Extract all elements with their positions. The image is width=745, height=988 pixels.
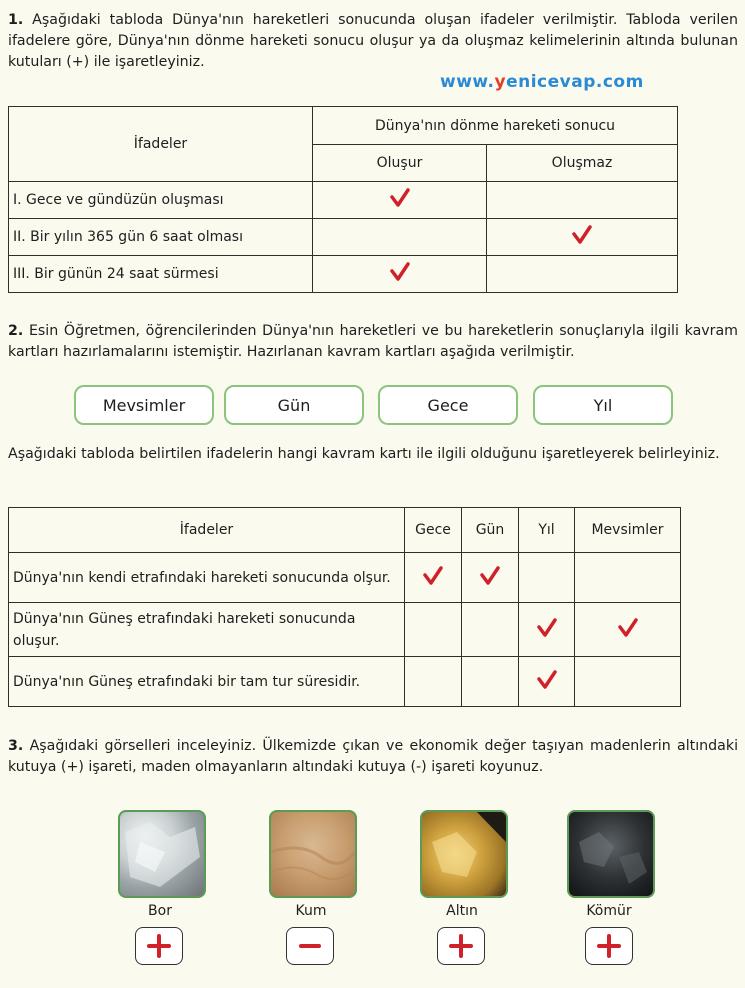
sub-header-olusur: Oluşur [313,145,487,182]
bor-image [118,810,206,898]
label-bor: Bor [148,903,172,919]
cell-olusur[interactable] [313,182,487,219]
cell-mevsimler[interactable] [575,657,681,707]
label-kum: Kum [295,903,327,919]
card-yil: Yıl [533,385,673,425]
cell-yil[interactable] [519,553,575,603]
table-row [9,182,678,219]
cell-olusmaz[interactable] [487,256,678,293]
cell-mevsimler[interactable] [575,553,681,603]
row-text: Dünya'nın Güneş etrafındaki bir tam tur süresidir. [9,657,405,707]
check-icon [617,617,639,639]
card-mevsimler: Mevsimler [74,385,214,425]
cell-gun[interactable] [462,603,519,657]
answer-box-komur[interactable] [585,927,633,965]
card-gun: Gün [224,385,364,425]
cell-yil[interactable] [519,657,575,707]
group-header: Dünya'nın dönme hareketi sonucu [313,107,678,145]
plus-icon [597,934,621,958]
card-gece: Gece [378,385,518,425]
kum-image [269,810,357,898]
watermark: www.yenicevap.com [440,72,644,92]
label-altin: Altın [446,903,478,919]
table-row [9,603,681,657]
row-text: I. Gece ve gündüzün oluşması [9,182,313,219]
cell-olusmaz[interactable] [487,219,678,256]
answer-box-bor[interactable] [135,927,183,965]
header-mevsimler: Mevsimler [575,508,681,553]
check-icon [536,669,558,691]
check-icon [389,261,411,283]
komur-image [567,810,655,898]
check-icon [536,617,558,639]
cell-yil[interactable] [519,603,575,657]
cell-olusur[interactable] [313,219,487,256]
row-text: III. Bir günün 24 saat sürmesi [9,256,313,293]
question-1-text: 1. Aşağıdaki tabloda Dünya'nın hareketleri sonucunda oluşan ifadeler verilmiştir. Tabloda verilen ifadelere göre, Dünya'nın dönme hareketi sonucu oluşur ya da oluşmaz kelimelerinin altında bulunan kutuları (+) ile işaretleyiniz. [8,12,738,70]
question-2-text: 2. Esin Öğretmen, öğrencilerinden Dünya'nın hareketleri ve bu hareketlerin sonuçlarıyla ilgili kavram kartları hazırlamalarını istemiştir. Hazırlanan kavram kartları aşağıda verilmiştir. [8,323,739,360]
check-icon [571,224,593,246]
cell-olusur[interactable] [313,256,487,293]
cell-olusmaz[interactable] [487,182,678,219]
col-header-ifadeler: İfadeler [9,107,313,182]
header-gun: Gün [462,508,519,553]
sub-header-olusmaz: Oluşmaz [487,145,678,182]
plus-icon [147,934,171,958]
label-komur: Kömür [586,903,632,919]
answer-box-altin[interactable] [437,927,485,965]
minus-icon [298,934,322,958]
check-icon [422,565,444,587]
cell-gece[interactable] [405,657,462,707]
cell-gun[interactable] [462,657,519,707]
table-row [9,553,681,603]
question-1-table [8,106,678,293]
cell-mevsimler[interactable] [575,603,681,657]
question-2-table [8,507,681,707]
check-icon [389,187,411,209]
header-gece: Gece [405,508,462,553]
row-text: II. Bir yılın 365 gün 6 saat olması [9,219,313,256]
cell-gun[interactable] [462,553,519,603]
question-2-instruction: Aşağıdaki tabloda belirtilen ifadelerin hangi kavram kartı ile ilgili olduğunu işaretleyerek belirleyiniz. [8,446,720,462]
check-icon [479,565,501,587]
table-row [9,256,678,293]
table-row [9,657,681,707]
plus-icon [449,934,473,958]
header-ifadeler: İfadeler [9,508,405,553]
cell-gece[interactable] [405,553,462,603]
cell-gece[interactable] [405,603,462,657]
row-text: Dünya'nın kendi etrafındaki hareketi sonucunda olşur. [9,553,405,603]
answer-box-kum[interactable] [286,927,334,965]
row-text: Dünya'nın Güneş etrafındaki hareketi sonucunda oluşur. [9,603,405,657]
table-row [9,219,678,256]
header-yil: Yıl [519,508,575,553]
altin-image [420,810,508,898]
question-3-text: 3. Aşağıdaki görselleri inceleyiniz. Ülkemizde çıkan ve ekonomik değer taşıyan madenlerin altındaki kutuya (+) işareti, maden olmayanların altındaki kutuya (-) işareti koyunuz. [8,738,739,775]
